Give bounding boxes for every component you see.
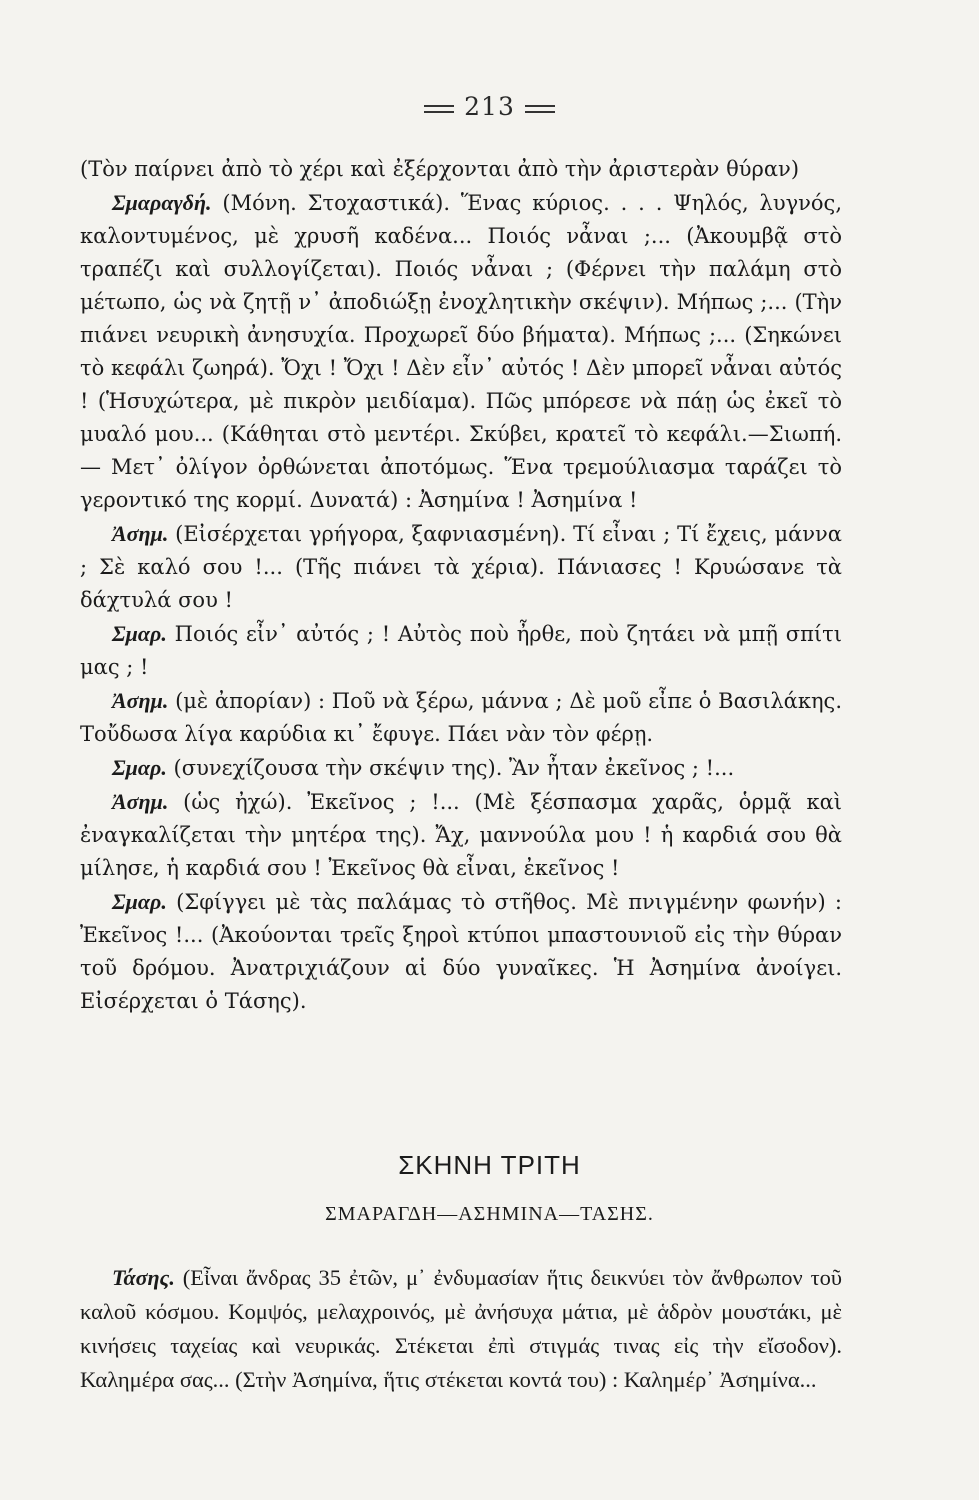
dialogue-paragraph <box>80 751 842 785</box>
left-dash-ornament <box>424 105 454 113</box>
dialogue-text: (συνεχίζουσα τὴν σκέψιν της). Ἂν ἦταν ἐκεῖνος ; !... <box>166 756 735 780</box>
speaker-name: Ἀσημ. <box>112 521 169 546</box>
dialogue-paragraph <box>80 1261 842 1397</box>
dialogue-text: (Εἶναι ἄνδρας 35 ἐτῶν, μ᾽ ἐνδυμασίαν ἥτις δεικνύει τὸν ἄνθρωπον τοῦ καλοῦ κόσμου. Κομψός, μελαχροινός, μὲ ἀνήσυχα μάτια, μὲ ἁδρὸν μουστάκι, μὲ κινήσεις ταχείας καὶ νευρικάς. Στέκεται ἐπὶ στιγμάς τινας εἰς τὴν εἴσοδον). Καλημέρα σας... (Στὴν Ἀσημίνα, ἥτις στέκεται κοντά του) : Καλημέρ᾽ Ἀσημίνα... <box>80 1265 842 1392</box>
dialogue-text: (Μόνη. Στοχαστικά). Ἕνας κύριος. . . . Ψηλός, λυγνός, καλοντυμένος, μὲ χρυσῆ καδένα... Ποιός νἆναι ;... (Ἀκουμβᾷ στὸ τραπέζι καὶ συλλογίζεται). Ποιός νἆναι ; (Φέρνει τὴν παλάμη στὸ μέτωπο, ὡς νὰ ζητῇ ν᾽ ἀποδιώξῃ ἐνοχλητικὴν σκέψιν). Μήπως ;... (Τὴν πιάνει νευρικὴ ἀνησυχία. Προχωρεῖ δύο βήματα). Μήπως ;... (Σηκώνει τὸ κεφάλι ζωηρά). Ὄχι ! Ὄχι ! Δὲν εἶν᾽ αὐτός ! Δὲν μπορεῖ νἆναι αὐτός ! (Ἡσυχώτερα, μὲ πικρὸν μειδίαμα). Πῶς μπόρεσε νὰ πάῃ ὡς ἐκεῖ τὸ μυαλό μου... (Κάθηται στὸ μεντέρι. Σκύβει, κρατεῖ τὸ κεφάλι.—Σιωπή.— Μετ᾽ ὀλίγον ὀρθώνεται ἀποτόμως. Ἕνα τρεμούλιασμα ταράζει τὸ γεροντικό της κορμί. Δυνατά) : Ἀσημίνα ! Ἀσημίνα ! <box>80 191 842 512</box>
speaker-name: Τάσης. <box>112 1265 175 1290</box>
page-number-value: 213 <box>464 92 515 121</box>
dialogue-paragraph <box>80 684 842 751</box>
dialogue-block <box>80 153 842 1018</box>
right-dash-ornament <box>525 105 555 113</box>
dialogue-text: (ὡς ἠχώ). Ἐκεῖνος ; !... (Μὲ ξέσπασμα χαρᾶς, ὁρμᾷ καὶ ἐναγκαλίζεται τὴν μητέρα της). Ἄχ, μαννούλα μου ! ἡ καρδιά σου θὰ μίλησε, ἡ καρδιά σου ! Ἐκεῖνος θὰ εἶναι, ἐκεῖνος ! <box>80 790 842 880</box>
dialogue-text: (Σφίγγει μὲ τὰς παλάμας τὸ στῆθος. Μὲ πνιγμένην φωνήν) : Ἐκεῖνος !... (Ἀκούονται τρεῖς ξηροὶ κτύποι μπαστουνιοῦ εἰς τὴν θύραν τοῦ δρόμου. Ἀνατριχιάζουν αἱ δύο γυναῖκες. Ἡ Ἀσημίνα ἀνοίγει. Εἰσέρχεται ὁ Τάσης). <box>80 890 842 1013</box>
dialogue-paragraph <box>80 885 842 1018</box>
dialogue-text: Ποιός εἶν᾽ αὐτός ; ! Αὐτὸς ποὺ ἦρθε, ποὺ ζητάει νὰ μπῇ σπίτι μας ; ! <box>80 622 842 679</box>
speaker-name: Ἀσημ. <box>112 688 169 713</box>
scene-opening-block <box>80 1261 842 1397</box>
scene-characters: ΣΜΑΡΑΓΔΗ—ΑΣΗΜΙΝΑ—ΤΑΣΗΣ. <box>325 1203 654 1225</box>
stage-direction: (Τὸν παίρνει ἀπὸ τὸ χέρι καὶ ἐξέρχονται ἀπὸ τὴν ἀριστερὰν θύραν) <box>80 157 800 181</box>
dialogue-paragraph <box>80 617 842 684</box>
speaker-name: Σμαρ. <box>112 621 167 646</box>
speaker-name: Σμαρ. <box>112 889 167 914</box>
dialogue-paragraph <box>80 186 842 517</box>
speaker-name: Σμαρ. <box>112 755 167 780</box>
speaker-name: Σμαραγδή. <box>112 190 212 215</box>
speaker-name: Ἀσημ. <box>112 789 169 814</box>
page-number <box>0 92 979 121</box>
dialogue-paragraph <box>80 517 842 617</box>
dialogue-text: (Εἰσέρχεται γρήγορα, ξαφνιασμένη). Τί εἶναι ; Τί ἔχεις, μάννα ; Σὲ καλό σου !... (Τῆς πιάνει τὰ χέρια). Πάνιασες ! Κρυώσανε τὰ δάχτυλά σου ! <box>80 522 842 612</box>
dialogue-text: (μὲ ἀπορίαν) : Ποῦ νὰ ξέρω, μάννα ; Δὲ μοῦ εἶπε ὁ Βασιλάκης. Τοὔδωσα λίγα καρύδια κι᾽ ἔφυγε. Πάει νὰν τὸν φέρῃ. <box>80 689 842 746</box>
scene-title: ΣΚΗΝΗ ΤΡΙΤΗ <box>398 1150 581 1180</box>
dialogue-paragraph <box>80 785 842 885</box>
